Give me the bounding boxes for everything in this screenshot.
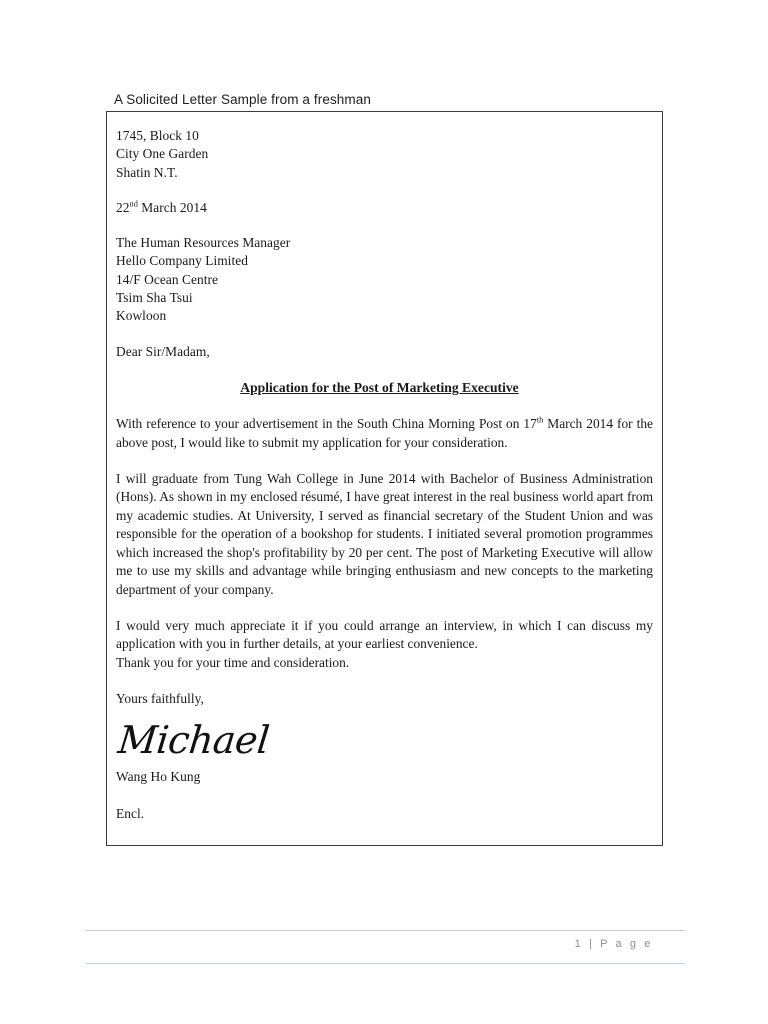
paragraph-reference-after-date: March 2014 for the above post, I would like to submit my application for your consideration. — [116, 416, 653, 450]
letter-content — [116, 127, 653, 823]
page-title: A Solicited Letter Sample from a freshman — [114, 92, 371, 107]
page-footer — [86, 930, 685, 964]
footer-rule-top — [86, 930, 685, 931]
paragraph-reference — [116, 415, 653, 452]
sender-address-line: 1745, Block 10 — [116, 128, 199, 143]
date-ordinal-suffix: nd — [129, 199, 138, 209]
recipient-address-line: 14/F Ocean Centre — [116, 271, 218, 287]
date-day: 22 — [116, 199, 130, 215]
sender-address-line: City One Garden — [116, 146, 209, 162]
recipient-address — [116, 234, 653, 325]
enclosure-note: Encl. — [116, 805, 145, 821]
advert-date-ordinal-suffix: th — [536, 415, 544, 425]
paragraph-reference-before-date: With reference to your advertisement in the South China Morning Post on 17 — [116, 416, 537, 432]
recipient-address-line: Kowloon — [116, 308, 167, 324]
spacer — [116, 182, 653, 199]
spacer — [116, 708, 653, 718]
sender-address-line: Shatin N.T. — [116, 164, 178, 180]
spacer — [116, 452, 653, 470]
signature-name: Wang Ho Kung — [116, 769, 201, 785]
subject-heading: Application for the Post of Marketing Executive — [240, 379, 519, 395]
spacer — [116, 217, 653, 234]
sender-address — [116, 127, 653, 182]
letter-date — [116, 199, 653, 217]
signature-area — [116, 718, 653, 762]
paragraph-closing — [116, 617, 653, 672]
footer-rule-bottom — [86, 963, 685, 964]
spacer — [116, 326, 653, 343]
spacer — [116, 599, 653, 617]
page-number: 1 | P a g e — [574, 938, 653, 950]
spacer — [116, 361, 653, 379]
recipient-address-line: Hello Company Limited — [116, 253, 248, 269]
spacer — [116, 397, 653, 415]
salutation: Dear Sir/Madam, — [116, 343, 210, 359]
recipient-address-line: Tsim Sha Tsui — [116, 290, 193, 306]
recipient-address-line: The Human Resources Manager — [116, 235, 291, 251]
letter-body-box — [106, 111, 663, 846]
spacer — [116, 672, 653, 690]
paragraph-closing-thanks: Thank you for your time and consideration. — [116, 654, 350, 670]
spacer — [116, 787, 653, 805]
handwritten-signature: Michael — [116, 718, 272, 763]
paragraph-closing-main: I would very much appreciate it if you could arrange an interview, in which I can discuss my application with you in further details, at your earliest convenience. — [116, 617, 653, 652]
date-rest: March 2014 — [137, 199, 207, 215]
sign-off: Yours faithfully, — [116, 691, 204, 707]
paragraph-qualifications: I will graduate from Tung Wah College in June 2014 with Bachelor of Business Administration (Hons). As shown in my enclosed résumé, I have great interest in the real business world apart from my academic studies. At University, I served as financial secretary of the Student Union and was responsible for the operation of a bookshop for students. I initiated several promotion programmes which increased the shop's profitability by 20 per cent. The post of Marketing Executive will allow me to use my skills and advantage while bringing enthusiasm and new concepts to the marketing department of your company. — [116, 471, 653, 597]
